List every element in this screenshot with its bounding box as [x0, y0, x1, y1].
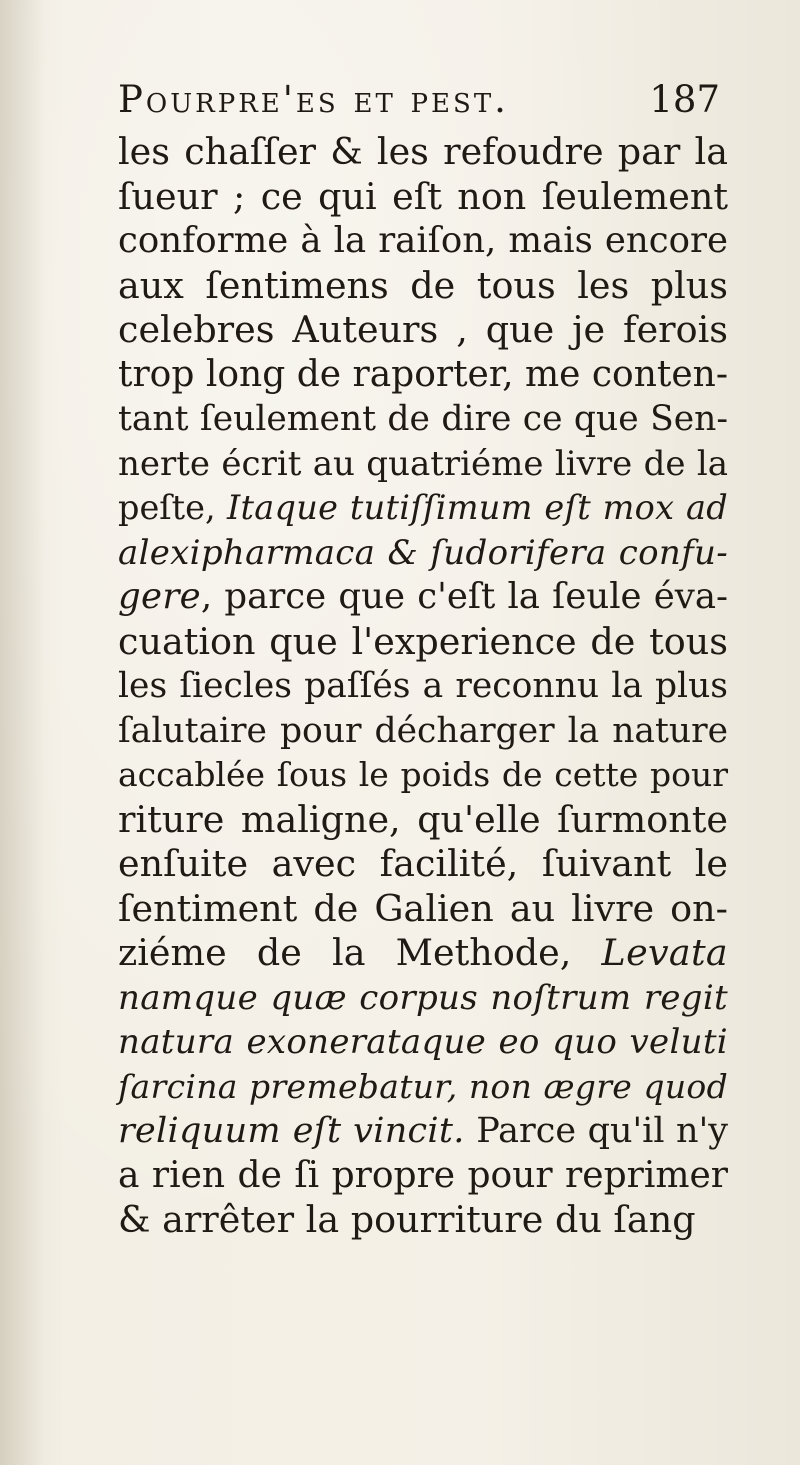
body-text-run: ſentiment de Galien au livre on-: [118, 886, 728, 930]
text-line: [118, 175, 728, 220]
latin-quotation-text: Levata: [601, 931, 728, 974]
body-text-run: peſte,: [118, 488, 227, 527]
body-text-run: les chaſſer & les refoudre par la: [118, 130, 728, 173]
text-line: [118, 353, 728, 398]
body-text-run: a rien de ſi propre pour reprimer: [118, 1154, 728, 1196]
body-text-run: , parce que c'eſt la ſeule éva-: [200, 576, 728, 617]
body-text-run: tant ſeulement de dire ce que Sen-: [118, 399, 728, 439]
latin-quotation-text: alexipharmaca & ſudorifera confu-: [118, 532, 728, 573]
text-line: [118, 1109, 728, 1154]
latin-quotation-text: namque quæ corpus noſtrum regit: [118, 977, 728, 1018]
latin-quotation-text: natura exonerataque eo quo veluti: [118, 1022, 728, 1062]
body-text-run: les ſiecles paſſés a reconnu la plus: [118, 666, 728, 706]
body-text-run: ſalutaire pour décharger la nature: [118, 710, 728, 751]
text-line: [118, 442, 728, 487]
latin-quotation-text: Itaque tutiſſimum eſt mox ad: [226, 488, 728, 527]
text-line: [118, 531, 728, 576]
body-text-run: Parce qu'il n'y: [464, 1111, 728, 1151]
body-text-run: aux ſentimens de tous les plus: [118, 263, 728, 307]
body-text-run: conforme à la raiſon, mais encore: [118, 220, 728, 261]
text-line: [118, 664, 728, 709]
body-text-run: ziéme de la Methode,: [118, 931, 602, 974]
body-text-run: & arrêter la pourriture du ſang: [118, 1198, 696, 1241]
text-line: [118, 264, 728, 309]
text-line: [118, 486, 728, 531]
latin-quotation-text: gere: [118, 576, 201, 617]
body-text-run: riture maligne, qu'elle ſurmonte: [118, 797, 728, 841]
text-line: [118, 842, 728, 887]
body-text-run: celebres Auteurs , que je ferois: [118, 308, 728, 351]
text-line: [118, 798, 728, 843]
body-text-run: trop long de raporter, me conten-: [118, 353, 729, 395]
text-line: [118, 219, 728, 264]
text-line: [118, 709, 728, 754]
body-text-run: nerte écrit au quatriéme livre de la: [118, 443, 728, 484]
text-line: [118, 753, 728, 798]
body-text-run: enſuite avec facilité, ſuivant le: [118, 842, 728, 885]
text-line: [118, 308, 728, 353]
body-text-run: cuation que l'experience de tous: [118, 619, 728, 663]
text-line: [118, 620, 728, 665]
body-text: [118, 130, 728, 1243]
body-text-run: ſueur ; ce qui eſt non ſeulement: [118, 174, 728, 218]
page-header: [118, 78, 718, 128]
text-line: [118, 1154, 728, 1199]
text-line: [118, 575, 728, 620]
text-line: [118, 887, 728, 932]
text-line: [118, 976, 728, 1021]
page-number: 187: [649, 78, 720, 121]
body-text-run: accablée ſous le poids de cette pour: [118, 755, 728, 794]
text-line: [118, 1020, 728, 1065]
text-line: [118, 397, 728, 442]
latin-quotation-text: ſarcina premebatur, non ægre quod: [118, 1066, 728, 1106]
text-line: [118, 130, 728, 175]
text-line: [118, 931, 728, 976]
text-line: [118, 1198, 728, 1243]
running-title: Pourpre'es et pest.: [118, 78, 509, 121]
text-line: [118, 1065, 728, 1110]
latin-quotation-text: reliquum eſt vincit.: [118, 1111, 465, 1151]
